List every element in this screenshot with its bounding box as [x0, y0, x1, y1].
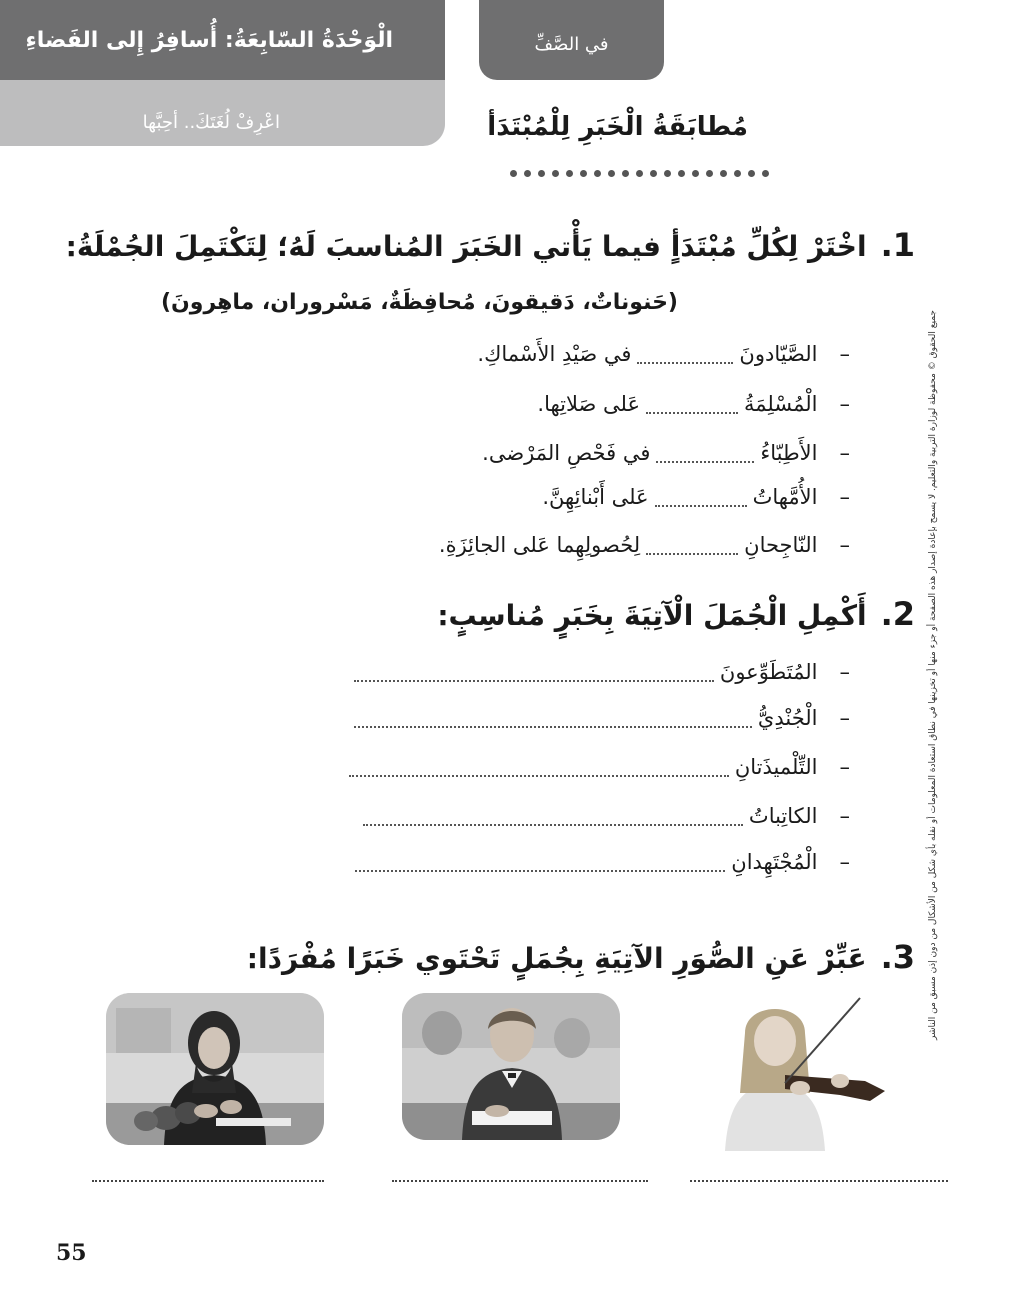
unit-subtitle: اعْرِفْ لُغَتَكَ.. أحِبَّها: [142, 112, 280, 133]
q1-item-rest: في فَحْصِ المَرْضى.: [482, 441, 651, 465]
copyright-text: جميع الحقوق © محفوظة لوزارة التربية والتعليم. لا يسمح بإعادة إصدار هذه الصفحة أو جزء منها أو تخزينها في نطاق استعادة المعلومات أو نقله بأي شكل من الأشكال من دون إذن مسبق من الناشر: [928, 310, 938, 1040]
unit-banner: [0, 0, 445, 146]
q1-item-4: [542, 485, 850, 509]
q1-item-rest: عَلى أَبْنائِهِنَّ.: [542, 485, 649, 509]
q1-item-subject: النّاجِحانِ: [744, 533, 818, 557]
answer-blank[interactable]: [354, 664, 714, 682]
q1-item-subject: الأُمَّهاتُ: [752, 485, 818, 509]
q1-item-5: [439, 533, 850, 557]
photo-boy-writing: [402, 993, 620, 1140]
q2-item-4: [357, 804, 850, 828]
photo-girl-violin: [690, 993, 908, 1151]
dash: –: [839, 850, 850, 874]
q2-item-2: [348, 706, 850, 730]
photo-1-answer-line[interactable]: [92, 1180, 324, 1182]
dash: –: [839, 342, 850, 366]
answer-blank[interactable]: [656, 445, 754, 463]
q2-item-subject: الْجُنْدِيُّ: [757, 706, 818, 730]
q1-item-subject: الْمُسْلِمَةُ: [744, 392, 818, 416]
dash: –: [839, 485, 850, 509]
question-3-prompt: [247, 938, 915, 976]
q1-item-1: [477, 342, 850, 366]
q2-item-subject: المُتَطَوِّعونَ: [719, 660, 818, 684]
question-1-number: 1.: [880, 226, 915, 264]
answer-blank[interactable]: [354, 710, 752, 728]
answer-blank[interactable]: [355, 854, 725, 872]
question-3-number: 3.: [880, 938, 915, 976]
q1-item-subject: الأَطِبّاءُ: [760, 441, 818, 465]
q2-item-5: [349, 850, 850, 874]
dash: –: [839, 755, 850, 779]
q1-item-subject: الصَّيّادونَ: [739, 342, 818, 366]
q2-item-3: [343, 755, 850, 779]
dash: –: [839, 706, 850, 730]
question-1-text: اخْتَرْ لِكُلِّ مُبْتَدَأٍ فيما يَأْتي الخَبَرَ المُناسبَ لَهُ؛ لِتَكْتَمِلَ الجُمْلَةُ:: [65, 230, 867, 263]
photo-3-answer-line[interactable]: [690, 1180, 948, 1182]
dash: –: [839, 441, 850, 465]
q2-item-1: [348, 660, 850, 684]
unit-title: الْوَحْدَةُ السّابِعَةُ: أُسافِرُ إِلى الفَضاءِ: [25, 28, 393, 53]
answer-blank[interactable]: [646, 537, 738, 555]
title-dotted-divider: [510, 170, 769, 178]
question-3-text: عَبِّرْ عَنِ الصُّوَرِ الآتِيَةِ بِجُمَلٍ تَحْتَوي خَبَرًا مُفْرَدًا:: [246, 942, 867, 975]
class-tab: [479, 0, 664, 80]
word-bank: (حَنوناتٌ، دَقيقونَ، مُحافِظَةٌ، مَسْروران، ماهِرونَ): [160, 290, 678, 315]
question-2-prompt: [437, 595, 915, 633]
dash: –: [839, 804, 850, 828]
answer-blank[interactable]: [349, 759, 729, 777]
class-tab-label: في الصَّفِّ: [534, 34, 609, 55]
q1-item-rest: في صَيْدِ الأَسْماكِ.: [477, 342, 632, 366]
answer-blank[interactable]: [363, 808, 743, 826]
question-2-number: 2.: [880, 595, 915, 633]
answer-blank[interactable]: [646, 396, 738, 414]
dash: –: [839, 533, 850, 557]
q1-item-rest: عَلى صَلاتِها.: [537, 392, 641, 416]
question-1-prompt: [66, 226, 915, 264]
q2-item-subject: الكاتِباتُ: [748, 804, 818, 828]
q1-item-rest: لِحُصولِهِما عَلى الجائِزَةِ.: [438, 533, 641, 557]
page-number: 55: [56, 1240, 87, 1266]
q1-item-3: [482, 441, 850, 465]
q2-item-subject: الْمُجْتَهِدانِ: [731, 850, 818, 874]
photo-2-answer-line[interactable]: [392, 1180, 648, 1182]
photo-woman-cooking: [106, 993, 324, 1145]
lesson-title: مُطابَقَةُ الْخَبَرِ لِلْمُبْتَدَأ: [487, 112, 748, 142]
copyright-note: [925, 310, 941, 1040]
dash: –: [839, 392, 850, 416]
dash: –: [839, 660, 850, 684]
question-2-text: أَكْمِلِ الْجُمَلَ الْآتِيَةَ بِخَبَرٍ مُناسِبٍ:: [437, 599, 867, 632]
q2-item-subject: التِّلْميذَتانِ: [734, 755, 818, 779]
answer-blank[interactable]: [655, 489, 747, 507]
q1-item-2: [537, 392, 850, 416]
answer-blank[interactable]: [637, 346, 733, 364]
